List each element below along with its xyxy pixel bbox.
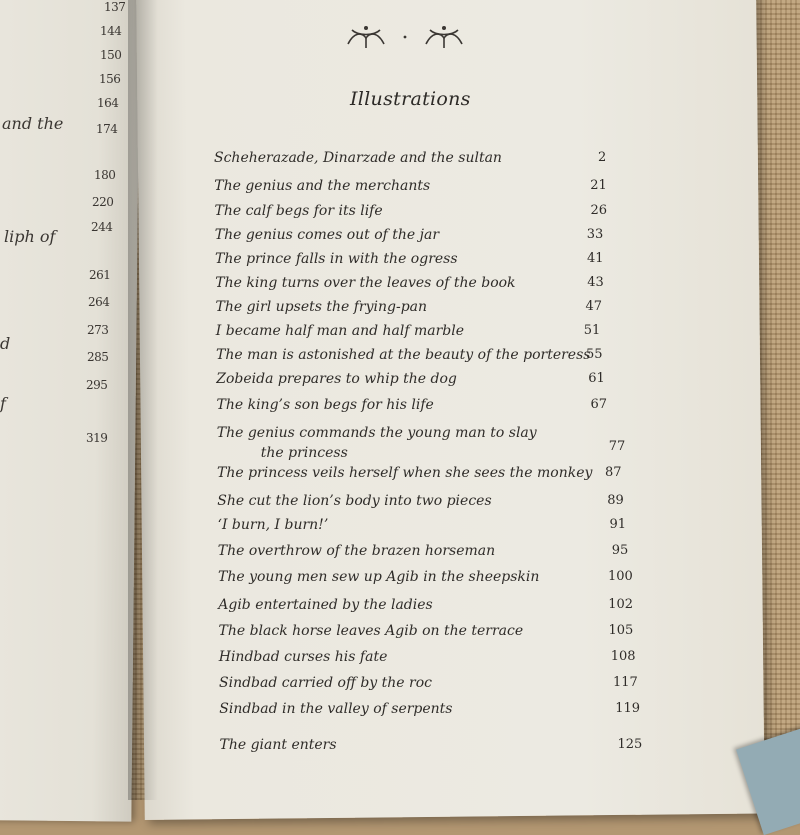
entry-page-number: 67	[590, 397, 608, 412]
entry-title: Sindbad carried off by the roc	[219, 675, 432, 691]
entry-page-number: 100	[608, 569, 633, 584]
left-page-number: 180	[94, 168, 116, 182]
illustration-entry	[216, 347, 646, 369]
entry-title: The black horse leaves Agib on the terrace	[218, 623, 524, 639]
entry-page-number: 102	[608, 597, 634, 612]
entry-title: Scheherazade, Dinarzade and the sultan	[214, 150, 502, 166]
left-page-number: 164	[97, 96, 119, 110]
left-page-number: 150	[100, 48, 122, 62]
entry-title: The calf begs for its life	[214, 203, 383, 219]
entry-title: The young men sew up Agib in the sheepskin	[218, 569, 540, 585]
left-page-number: 264	[88, 295, 110, 309]
entry-page-number: 125	[617, 737, 643, 752]
entry-title: She cut the lion’s body into two pieces	[217, 493, 492, 509]
entry-page-number: 95	[611, 543, 629, 558]
entry-title: The genius and the merchants	[214, 178, 431, 194]
left-page-number: 156	[99, 72, 121, 86]
left-page-number: 137	[104, 0, 126, 14]
entry-page-number: 2	[598, 150, 607, 165]
book-gutter-shadow	[128, 0, 158, 800]
illustration-entry	[215, 275, 645, 297]
illustration-entry	[219, 649, 649, 671]
entry-page-number: 87	[605, 465, 622, 480]
illustration-entry	[219, 623, 649, 645]
left-page-text-fragment: f	[0, 394, 6, 413]
left-page-number: 285	[87, 350, 109, 364]
left-page-number: 261	[89, 268, 111, 282]
entry-title: The genius comes out of the jar	[214, 227, 440, 243]
left-page-number: 174	[96, 122, 118, 136]
entry-page-number: 55	[586, 347, 603, 362]
entry-page-number: 89	[607, 493, 624, 508]
entry-page-number: 61	[588, 371, 605, 386]
entry-title: Agib entertained by the ladies	[218, 597, 433, 613]
left-page-text-fragment: and the	[2, 114, 64, 133]
entry-title: The giant enters	[219, 737, 337, 753]
entry-title: ‘I burn, I burn!’	[217, 517, 329, 533]
left-page-text-fragment: d	[0, 334, 11, 353]
entry-page-number: 26	[590, 203, 608, 218]
entry-title: Sindbad in the valley of serpents	[219, 701, 453, 717]
left-page-number: 273	[87, 323, 109, 337]
page-heading: Illustrations	[350, 88, 471, 110]
illustration-entry	[218, 597, 648, 619]
entry-page-number: 43	[587, 275, 604, 290]
entry-title: I became half man and half marble	[215, 323, 465, 339]
entry-title-continued: the princess	[260, 445, 348, 461]
left-page-number: 144	[100, 24, 122, 38]
illustration-entry	[216, 299, 646, 321]
entry-page-number: 21	[590, 178, 607, 193]
entry-page-number: 105	[608, 623, 634, 638]
entry-page-number: 117	[613, 675, 638, 690]
illustration-entry	[217, 493, 647, 515]
entry-title: The girl upsets the frying-pan	[215, 299, 428, 315]
left-page-number: 319	[86, 431, 108, 445]
illustration-entry	[218, 517, 648, 539]
illustration-entry	[219, 701, 649, 723]
entry-page-number: 91	[609, 517, 627, 532]
illustration-entry	[216, 323, 646, 345]
entry-title: The man is astonished at the beauty of the porteress	[216, 347, 591, 363]
entry-title: The king turns over the leaves of the book	[215, 275, 516, 291]
entry-title: The princess veils herself when she sees the monkey	[217, 465, 593, 481]
entry-title: The overthrow of the brazen horseman	[217, 543, 496, 559]
illustration-entry	[215, 251, 645, 273]
illustration-entry	[217, 465, 647, 487]
entry-title: The genius commands the young man to slay	[216, 425, 537, 441]
left-page-text-fragment: liph of	[4, 227, 56, 246]
entry-page-number: 47	[585, 299, 603, 314]
entry-title: Zobeida prepares to whip the dog	[216, 371, 457, 387]
illustration-entry	[218, 569, 648, 591]
entry-page-number: 41	[587, 251, 604, 266]
entry-title: The prince falls in with the ogress	[215, 251, 458, 267]
entry-page-number: 77	[608, 439, 626, 454]
illustration-entry	[216, 371, 646, 393]
left-page-number: 295	[86, 378, 108, 392]
entry-page-number: 51	[583, 323, 601, 338]
entry-page-number: 33	[586, 227, 604, 242]
entry-page-number: 119	[615, 701, 641, 716]
illustration-entry	[219, 675, 649, 697]
illustration-entry	[218, 543, 648, 565]
illustration-entry	[215, 203, 645, 225]
illustration-entry	[217, 425, 647, 469]
illustration-entry	[214, 150, 644, 172]
entry-page-number: 108	[610, 649, 636, 664]
illustration-entry	[214, 178, 644, 200]
entry-title: The king’s son begs for his life	[216, 397, 434, 413]
left-page-number: 220	[92, 195, 114, 209]
entry-title: Hindbad curses his fate	[218, 649, 388, 665]
left-page-number: 244	[91, 220, 113, 234]
illustration-entry	[220, 737, 650, 759]
illustration-entry	[215, 227, 645, 249]
illustration-entry	[217, 397, 647, 419]
leaf-ornament-icon	[344, 22, 466, 52]
